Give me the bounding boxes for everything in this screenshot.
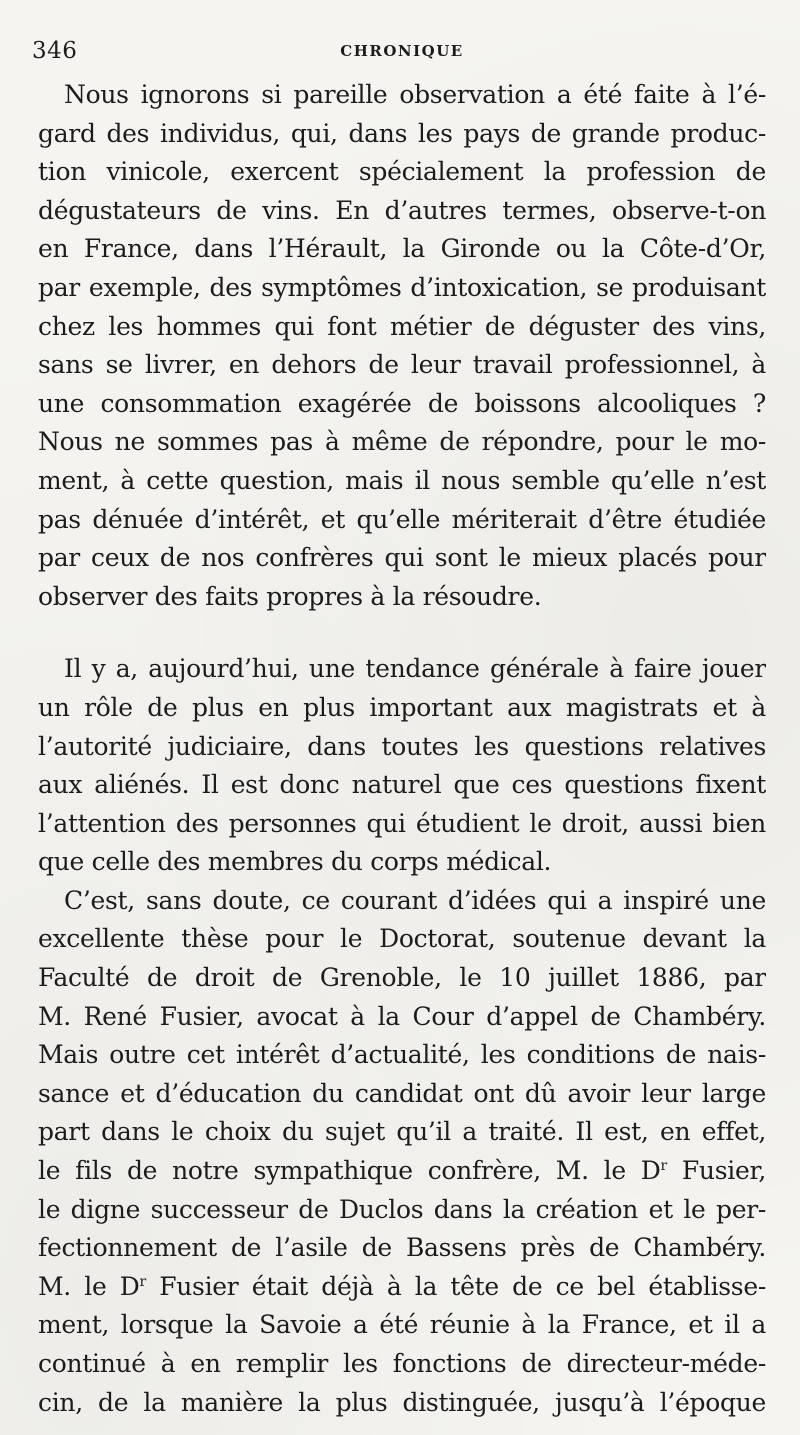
text-line: observer des faits propres à la résoudre. bbox=[38, 581, 542, 611]
text-line: excellente thèse pour le Doctorat, soutenue devant la bbox=[38, 924, 766, 954]
text-line: l’autorité judiciaire, dans toutes les questions relatives bbox=[38, 731, 766, 761]
text-line: chez les hommes qui font métier de déguster des vins, bbox=[38, 311, 766, 341]
body-text bbox=[38, 76, 766, 1422]
page-number: 346 bbox=[32, 38, 78, 64]
text-line: Faculté de droit de Grenoble, le 10 juillet 1886, par bbox=[38, 963, 766, 993]
text-line: par ceux de nos confrères qui sont le mieux placés pour bbox=[38, 543, 766, 573]
paragraph-gap bbox=[38, 616, 766, 650]
text-line: gard des individus, qui, dans les pays de grande produc- bbox=[38, 118, 766, 148]
line-segment: le fils de notre sympathique confrère, M. le D bbox=[38, 1156, 661, 1186]
text-line: Nous ne sommes pas à même de répondre, pour le mo- bbox=[38, 427, 766, 457]
paragraph-2 bbox=[38, 650, 766, 882]
page-header bbox=[32, 38, 772, 68]
text-line: dégustateurs de vins. En d’autres termes, observe-t-on bbox=[38, 195, 766, 225]
text-line: cin, de la manière la plus distinguée, jusqu’à l’époque bbox=[38, 1387, 766, 1417]
text-line bbox=[38, 1152, 766, 1191]
text-line: une consommation exagérée de boissons alcooliques ? bbox=[38, 388, 766, 418]
text-line: C’est, sans doute, ce courant d’idées qui a inspiré une bbox=[64, 885, 766, 915]
text-line: sans se livrer, en dehors de leur travail professionnel, à bbox=[38, 350, 766, 380]
text-line: sance et d’éducation du candidat ont dû avoir leur large bbox=[38, 1078, 766, 1108]
line-segment: Fusier, bbox=[666, 1156, 766, 1186]
text-line: M. René Fusier, avocat à la Cour d’appel de Chambéry. bbox=[38, 1001, 766, 1031]
text-line: fectionnement de l’asile de Bassens près de Chambéry. bbox=[38, 1233, 766, 1263]
text-line: par exemple, des symptômes d’intoxication, se produisant bbox=[38, 272, 766, 302]
paragraph-1 bbox=[38, 76, 766, 616]
text-line bbox=[38, 1268, 766, 1307]
line-segment: Fusier était déjà à la tête de ce bel établisse- bbox=[145, 1271, 766, 1301]
text-line: Nous ignorons si pareille observation a été faite à l’é- bbox=[64, 80, 766, 109]
text-line: Mais outre cet intérêt d’actualité, les conditions de nais- bbox=[38, 1040, 766, 1070]
text-line: que celle des membres du corps médical. bbox=[38, 847, 552, 877]
text-line: en France, dans l’Hérault, la Gironde ou la Côte-d’Or, bbox=[38, 234, 766, 264]
text-line: un rôle de plus en plus important aux magistrats et à bbox=[38, 692, 766, 722]
text-line: pas dénuée d’intérêt, et qu’elle mériterait d’être étudiée bbox=[38, 504, 766, 534]
text-line: Il y a, aujourd’hui, une tendance générale à faire jouer bbox=[64, 654, 766, 684]
text-line: part dans le choix du sujet qu’il a traité. Il est, en effet, bbox=[38, 1117, 766, 1147]
text-line: tion vinicole, exercent spécialement la profession de bbox=[38, 157, 766, 187]
superscript-r: r bbox=[139, 1273, 146, 1290]
running-title: CHRONIQUE bbox=[340, 42, 464, 60]
line-segment: M. le D bbox=[38, 1271, 140, 1301]
paragraph-3 bbox=[38, 882, 766, 1422]
text-line: aux aliénés. Il est donc naturel que ces questions fixent bbox=[38, 770, 766, 800]
text-line: l’attention des personnes qui étudient le droit, aussi bien bbox=[38, 808, 766, 838]
text-line: ment, à cette question, mais il nous semble qu’elle n’est bbox=[38, 465, 766, 495]
text-line: continué à en remplir les fonctions de directeur-méde- bbox=[38, 1349, 766, 1378]
text-line: le digne successeur de Duclos dans la création et le per- bbox=[38, 1194, 766, 1224]
text-line: ment, lorsque la Savoie a été réunie à la France, et il a bbox=[38, 1310, 766, 1340]
superscript-r: r bbox=[660, 1158, 667, 1175]
